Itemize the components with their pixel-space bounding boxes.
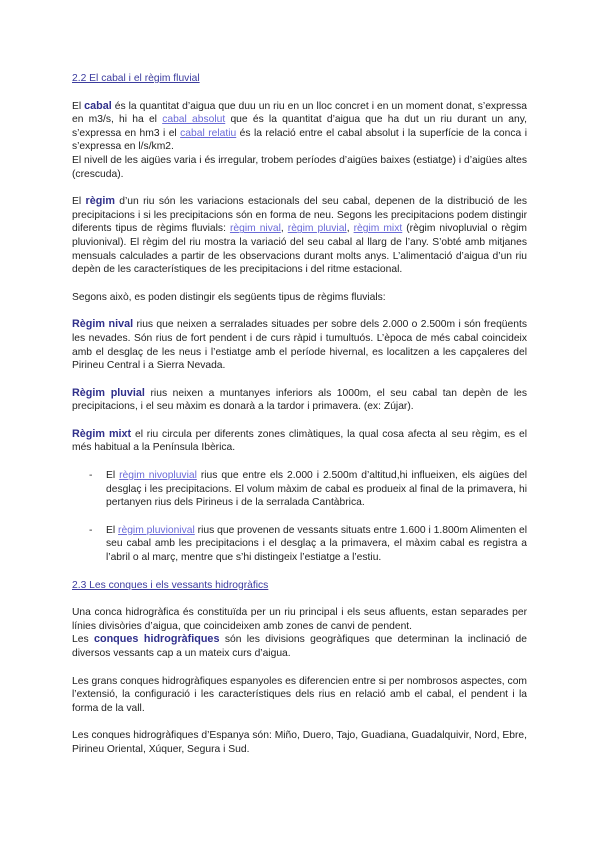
section-2-2-heading[interactable]: 2.2 El cabal i el règim fluvial xyxy=(72,73,200,84)
regim-pluvial-paragraph xyxy=(72,387,527,414)
dash-bullet: - xyxy=(89,470,93,482)
text: és la quantitat d’aigua que duu un riu en un lloc concret i en un moment donat, s’expressa en m3/s, hi ha el xyxy=(72,100,527,126)
text: (règim nivopluvial o règim pluvionival). El règim del riu mostra la variació del seu cabal al llarg de l’any. S’obté amb mitjanes mensuals calculades a partir de les observacions durant molts anys. L’alimentació d’aigua d’un riu depèn de les característiques de les precipitacions i del ritme estacional. xyxy=(72,223,527,276)
section-2-3-heading[interactable]: 2.3 Les conques i els vessants hidrogràfics xyxy=(72,579,269,591)
link-cabal-relatiu[interactable]: cabal relatiu xyxy=(180,127,237,139)
term-conques-hidrografiques: conques hidrogràfiques xyxy=(93,633,220,646)
list-item xyxy=(89,524,527,565)
regim-paragraph xyxy=(72,195,527,277)
term-cabal: cabal xyxy=(84,99,112,112)
text: El xyxy=(72,196,86,208)
text: rius que neixen a serralades situades per sobre dels 2.000 o 2.500m i són freqüents les nevades. Són rius de fort pendent i de curs ràpid i tumultuós. L’època de més cabal coincideix amb el desglaç de les neus i l’estiatge amb el període hivernal, es localitzen a les capçaleres del Pirineu Central i a Sierra Nevada. xyxy=(72,319,527,372)
cabal-paragraph xyxy=(72,100,527,154)
separator: , xyxy=(346,223,354,235)
separator: , xyxy=(280,223,288,235)
tipus-intro-paragraph: Segons això, es poden distingir els següents tipus de règims fluvials: xyxy=(72,291,386,303)
text: és la relació entre el cabal absolut i la superfície de la conca i s’expressa en l/s/km2. xyxy=(72,127,527,153)
link-regim-nivopluvial[interactable]: règim nivopluvial xyxy=(119,470,197,482)
text: El xyxy=(72,100,85,112)
term-regim: règim xyxy=(85,195,115,208)
regim-nival-paragraph xyxy=(72,318,527,372)
text: són les divisions geogràfiques que determinan la inclinació de diversos vessants cap a un mateix curs d’aigua. xyxy=(72,634,527,659)
text: Les xyxy=(72,634,94,646)
conca-paragraph: Una conca hidrogràfica és constituïda per un riu principal i els seus afluents, estan separades per línies divisòries d’aigua, que coincideixen amb zones de canvi de pendent. xyxy=(72,607,527,632)
text: el riu circula per diferents zones climàtiques, la qual cosa afecta al seu règim, es el més habitual a la Península Ibèrica. xyxy=(72,428,527,454)
link-cabal-absolut[interactable]: cabal absolut xyxy=(162,114,226,126)
link-regim-nival[interactable]: règim nival xyxy=(229,223,281,235)
list-item xyxy=(89,469,527,510)
nivell-paragraph: El nivell de les aigües varia i és irregular, trobem períodes d’aigües baixes (estiatge) i d’aigües altes (crescuda). xyxy=(72,154,527,180)
regim-mixt-list xyxy=(72,469,527,565)
conques-paragraph xyxy=(72,633,527,660)
document-content xyxy=(72,72,527,757)
link-regim-mixt[interactable]: règim mixt xyxy=(353,223,403,235)
text: que és la quantitat d’aigua que ha dut un riu durant un any, s’expressa en hm3 i el xyxy=(72,114,527,139)
link-regim-pluvionival[interactable]: règim pluvionival xyxy=(118,524,195,536)
text: rius neixen a muntanyes inferiors als 1000m, el seu cabal tan depèn de les precipitacions, i el seu màxim es donarà a la tardor i primavera. (ex: Zújar). xyxy=(72,387,527,413)
dash-bullet: - xyxy=(89,524,93,536)
regim-mixt-paragraph xyxy=(72,428,527,455)
link-regim-pluvial[interactable]: règim pluvial xyxy=(287,223,347,235)
text: rius que provenen de vessants situats entre 1.600 i 1.800m Alimenten el seu cabal amb les precipitacions i el desglaç a la primavera, el màxim cabal es registra a l’abril o al març, mentre que s’hi distingeix l’estiatge a l’estiu. xyxy=(106,524,527,564)
text: rius que entre els 2.000 i 2.500m d’altitud,hi influeixen, els aigües del desglaç i les precipitacions. El volum màxim de cabal es produeix al final de la primavera, hi pertanyen rius dels Pirineus i de la serralada Cantàbrica. xyxy=(106,470,527,509)
grans-conques-paragraph: Les grans conques hidrogràfiques espanyoles es diferencien entre si per nombrosos aspectes, com l’extensió, la configuració i les característiques dels rius en relació amb el cabal, el pendent i la forma de la vall. xyxy=(72,675,527,714)
conques-espanya-paragraph: Les conques hidrogràfiques d’Espanya són: Miño, Duero, Tajo, Guadiana, Guadalquivir, Nord, Ebre, Pirineu Oriental, Xúquer, Segura i Sud. xyxy=(72,730,527,755)
term-regim-pluvial: Règim pluvial xyxy=(72,386,145,399)
text: d’un riu són les variacions estacionals del seu cabal, depenen de la distribució de les precipitacions i si les precipitacions són en forma de neu. Segons les precipitacions podem distingir diferents tipus de règims fluvials: xyxy=(72,196,527,235)
term-regim-nival: Règim nival xyxy=(72,318,134,331)
term-regim-mixt: Règim mixt xyxy=(72,427,132,440)
text: El xyxy=(106,470,120,482)
text: El xyxy=(106,524,119,536)
